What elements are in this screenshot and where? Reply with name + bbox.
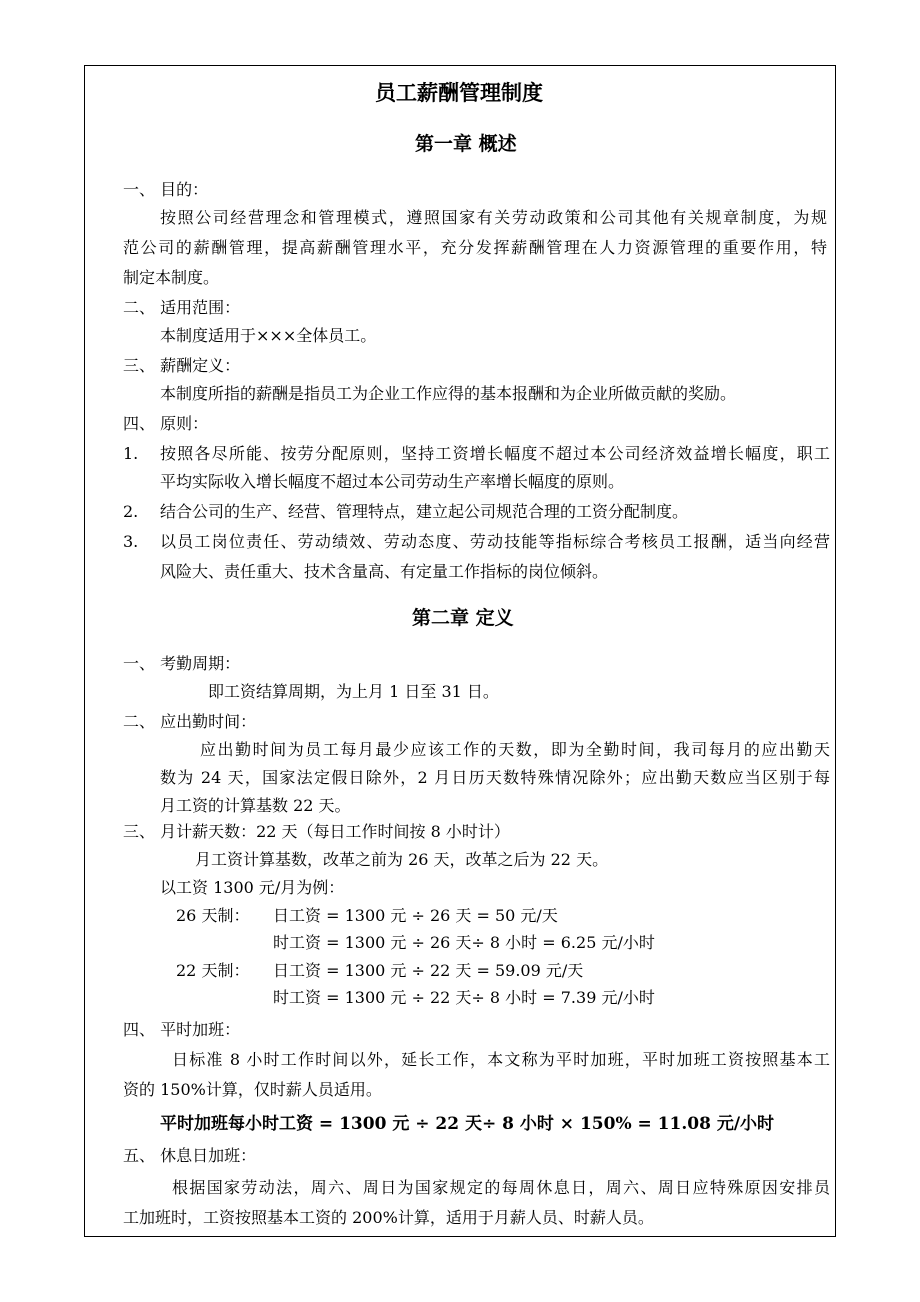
example-26-label: 26 天制： [176,906,250,925]
payday-text: 月工资计算基数，改革之前为 26 天，改革之后为 22 天。 [195,850,609,869]
period-text: 即工资结算周期，为上月 1 日至 31 日。 [208,682,499,701]
document-title: 员工薪酬管理制度 [375,80,543,105]
example-22-label: 22 天制： [176,961,250,980]
principle-label: 四、 原则： [123,414,209,433]
overtime-label: 四、 平时加班： [123,1020,241,1039]
example-26-hourly: 时工资 = 1300 元 ÷ 26 天÷ 8 小时 = 6.25 元/小时 [273,933,655,952]
principle-1-num: 1. [123,444,139,463]
restday-label: 五、 休息日加班： [123,1146,257,1165]
example-22-daily: 日工资 = 1300 元 ÷ 22 天 = 59.09 元/天 [273,961,584,980]
purpose-line-3: 制定本制度。 [123,268,220,287]
restday-line-2: 工加班时，工资按照基本工资的 200%计算，适用于月薪人员、时薪人员。 [123,1208,654,1227]
example-label: 以工资 1300 元/月为例： [160,878,345,897]
principle-3-num: 3. [123,532,139,551]
attendance-line-3: 月工资的计算基数 22 天。 [160,796,351,815]
principle-1-line-1: 按照各尽所能、按劳分配原则，坚持工资增长幅度不超过本公司经济效益增长幅度，职工 [160,444,830,463]
attendance-label: 二、 应出勤时间： [123,712,257,731]
attendance-line-2: 数为 24 天，国家法定假日除外，2 月日历天数特殊情况除外；应出勤天数应当区别于每 [160,768,830,787]
chapter2-heading: 第二章 定义 [412,607,514,629]
principle-3-line-2: 风险大、责任重大、技术含量高、有定量工作指标的岗位倾斜。 [160,562,609,581]
attendance-line-1: 应出勤时间为员工每月最少应该工作的天数，即为全勤时间，我司每月的应出勤天 [200,740,830,759]
scope-text: 本制度适用于×××全体员工。 [160,326,377,345]
principle-2-line-1: 结合公司的生产、经营、管理特点，建立起公司规范合理的工资分配制度。 [160,502,689,521]
scope-label: 二、 适用范围： [123,298,241,317]
payday-label: 三、 月计薪天数：22 天（每日工作时间按 8 小时计） [123,822,510,841]
purpose-line-2: 范公司的薪酬管理，提高薪酬管理水平，充分发挥薪酬管理在人力资源管理的重要作用，特 [123,238,827,257]
principle-3-line-1: 以员工岗位责任、劳动绩效、劳动态度、劳动技能等指标综合考核员工报酬，适当向经营 [160,532,830,551]
purpose-label: 一、 目的： [123,180,209,199]
definition-text: 本制度所指的薪酬是指员工为企业工作应得的基本报酬和为企业所做贡献的奖励。 [160,384,737,403]
overtime-line-2: 资的 150%计算，仅时薪人员适用。 [123,1080,382,1099]
example-26-daily: 日工资 = 1300 元 ÷ 26 天 = 50 元/天 [273,906,558,925]
overtime-formula: 平时加班每小时工资 = 1300 元 ÷ 22 天÷ 8 小时 × 150% = 11.08 元/小时 [160,1114,775,1134]
definition-label: 三、 薪酬定义： [123,356,241,375]
example-22-hourly: 时工资 = 1300 元 ÷ 22 天÷ 8 小时 = 7.39 元/小时 [273,988,655,1007]
principle-1-line-2: 平均实际收入增长幅度不超过本公司劳动生产率增长幅度的原则。 [160,472,625,491]
purpose-line-1: 按照公司经营理念和管理模式，遵照国家有关劳动政策和公司其他有关规章制度，为规 [160,208,827,227]
principle-2-num: 2. [123,502,139,521]
period-label: 一、 考勤周期： [123,654,241,673]
chapter1-heading: 第一章 概述 [415,133,517,155]
restday-line-1: 根据国家劳动法，周六、周日为国家规定的每周休息日，周六、周日应特殊原因安排员 [172,1178,830,1197]
overtime-line-1: 日标准 8 小时工作时间以外，延长工作，本文称为平时加班，平时加班工资按照基本工 [172,1050,830,1069]
